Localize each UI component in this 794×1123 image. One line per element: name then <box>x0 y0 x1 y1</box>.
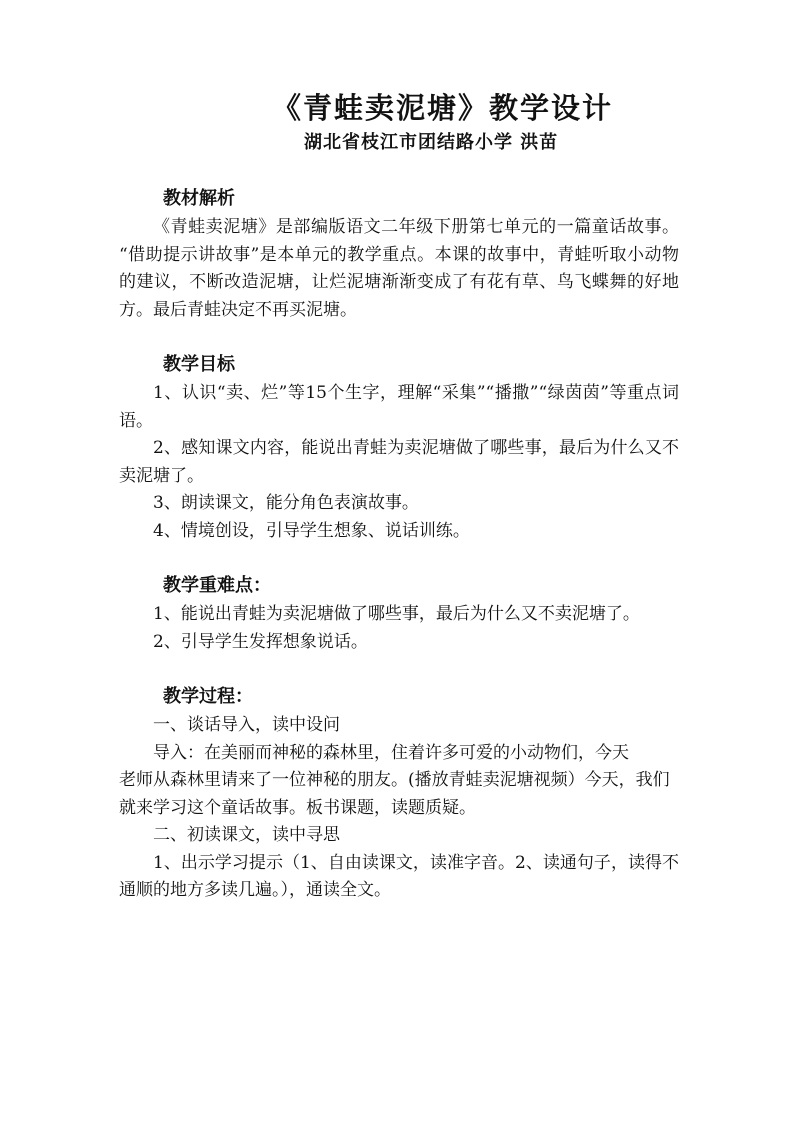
process-step-1-title: 一、谈话导入，读中设问 <box>153 715 340 735</box>
section-heading-analysis: 教材解析 <box>163 188 235 209</box>
goal-item-1: 1、认识“卖、烂”等15个生字，理解“采集”“播撒”“绿茵茵”等重点词语。 <box>119 383 679 431</box>
section-heading-process: 教学过程： <box>163 686 253 707</box>
process-step-1-continued: 老师从森林里请来了一位神秘的朋友。(播放青蛙卖泥塘视频）今天，我们就来学习这个童话故事。板书课题，读题质疑。 <box>119 770 670 818</box>
document-author: 湖北省枝江市团结路小学 洪苗 <box>304 132 559 153</box>
document-body <box>119 184 679 905</box>
process-step-1-intro: 导入：在美丽而神秘的森林里，住着许多可爱的小动物们，今天 <box>153 742 629 763</box>
key-point-item-1: 1、能说出青蛙为卖泥塘做了哪些事，最后为什么又不卖泥塘了。 <box>153 604 640 624</box>
document-title: 《青蛙卖泥塘》教学设计 <box>272 91 614 125</box>
process-step-2-title: 二、初读课文，读中寻思 <box>153 825 340 845</box>
analysis-paragraph: 《青蛙卖泥塘》是部编版语文二年级下册第七单元的一篇童话故事。 “借助提示讲故事”是本单元的教学重点。本课的故事中，青蛙听取小动物的建议，不断改造泥塘，让烂泥塘渐渐变成了有花有草、鸟飞蝶舞的好地方。最后青蛙决定不再买泥塘。 <box>119 217 679 320</box>
section-heading-key-points: 教学重难点： <box>163 575 271 596</box>
goal-item-2: 2、感知课文内容，能说出青蛙为卖泥塘做了哪些事，最后为什么又不卖泥塘了。 <box>119 438 679 486</box>
process-step-2-item-1: 1、出示学习提示（1、自由读课文，读准字音。2、读通句子，读得不通顺的地方多读几遍。），通读全文。 <box>119 852 679 900</box>
section-heading-goals: 教学目标 <box>163 354 235 375</box>
goal-item-3: 3、朗读课文，能分角色表演故事。 <box>153 493 419 513</box>
goal-item-4: 4、情境创设，引导学生想象、说话训练。 <box>153 520 470 541</box>
key-point-item-2: 2、引导学生发挥想象说话。 <box>153 631 368 652</box>
